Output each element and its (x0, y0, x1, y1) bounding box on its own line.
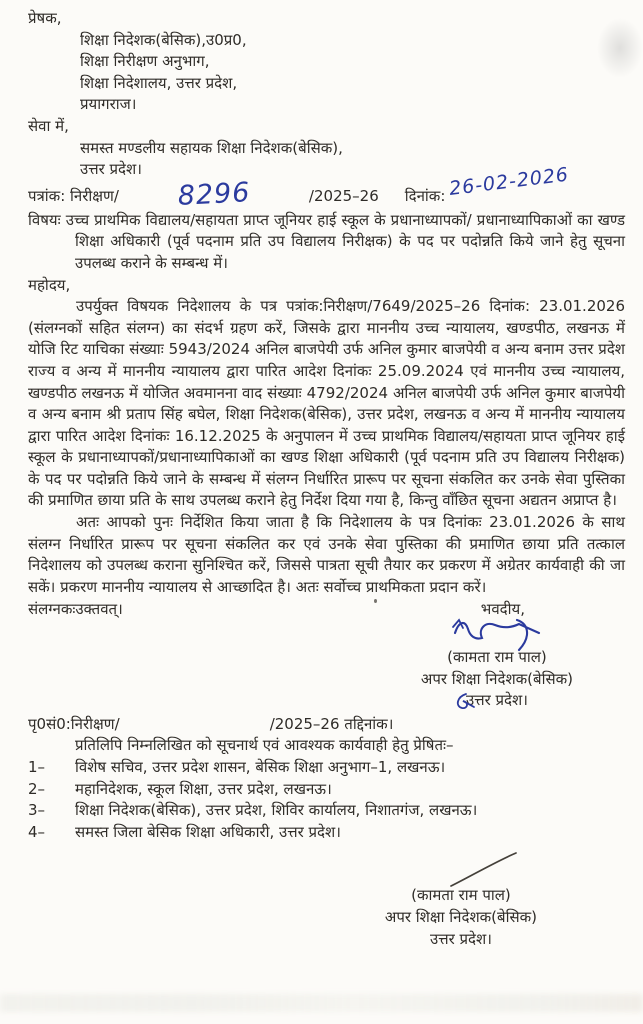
copy-number: 4– (28, 822, 46, 841)
signature-scribble-icon (451, 617, 561, 661)
body-paragraph-1: उपर्युक्त विषयक निदेशालय के पत्र पत्रांक:निरीक्षण/7649/2025–26 दिनांक: 23.01.2026 (संलग्नकों सहित संलग्न) का संदर्भ ग्रहण करें, जिसके द्वारा माननीय उच्च न्यायालय, खण्डपीठ, लखनऊ में योजि रिट याचिका संख्याः 5943/2024 अनिल बाजपेयी उर्फ अनिल कुमार बाजपेयी व अन्य बनाम उत्तर प्रदेश राज्य व अन्य में माननीय न्यायालय द्वारा पारित आदेश दिनांकः 25.09.2024 एवं माननीय उच्च न्यायालय, खण्डपीठ लखनऊ में योजित अवमानना वाद संख्याः 4792/2024 अनिल बाजपेयी उर्फ अनिल कुमार बाजपेयी व अन्य बनाम श्री प्रताप सिंह बघेल, शिक्षा निदेशक(बेसिक), उत्तर प्रदेश, लखनऊ व अन्य में माननीय न्यायालय द्वारा पारित आदेश दिनांकः 16.12.2025 के अनुपालन में उच्च प्राथमिक विद्यालय/सहायता प्राप्त जूनियर हाई स्कूल के प्रधानाध्यापकों/प्रधानाध्यापिकाओं का खण्ड शिक्षा अधिकारी (पूर्व पदनाम प्रति उप विद्यालय निरीक्षक) के पद पर पदोन्नति किये जाने के सम्बन्ध में संलग्न निर्धारित प्रारूप पर सूचना संकलित कर उनके सेवा पुस्तिका की प्रमाणित छाया प्रति के साथ उपलब्ध कराने हेतु निर्देश दिया गया है, किन्तु वाँछित सूचना अद्यतन अप्राप्त है। (28, 297, 625, 510)
copy-item (28, 779, 625, 801)
sender-line: प्रयागराज। (80, 95, 137, 114)
signatory2-place: उत्तर प्रदेश। (430, 929, 492, 948)
copy-number: 2– (28, 779, 46, 798)
copy-text: समस्त जिला बेसिक शिक्षा अधिकारी, उत्तर प्रदेश। (75, 822, 341, 841)
ink-dot (374, 599, 377, 603)
copy-number: 1– (28, 758, 46, 776)
closing-word: भवदीय, (480, 600, 525, 619)
salutation: महोदय, (28, 275, 71, 294)
copy-number: 3– (28, 801, 46, 820)
copy-text: विशेष सचिव, उत्तर प्रदेश शासन, बेसिक शिक्षा अनुभाग–1, लखनऊ। (75, 758, 446, 776)
signatory2-designation: अपर शिक्षा निदेशक(बेसिक) (384, 907, 537, 926)
copy-text: शिक्षा निदेशक(बेसिक), उत्तर प्रदेश, शिविर कार्यालय, निशातगंज, लखनऊ। (75, 801, 478, 820)
subject-text: उच्च प्राथमिक विद्यालय/सहायता प्राप्त जूनियर हाई स्कूल के प्रधानाध्यापकों/ प्रधानाध्यापिकाओं का खण्ड शिक्षा अधिकारी (पूर्व पदनाम प्रति उप विद्यालय निरीक्षक) के पद पर पदोन्नति किये जाने हेतु सूचना उपलब्ध कराने के सम्बन्ध में। (65, 210, 625, 272)
signature-block-2 (385, 851, 537, 950)
copy-item (28, 757, 625, 779)
subject-label: विषयः (28, 210, 61, 229)
body-paragraph-2: अतः आपको पुनः निर्देशित किया जाता है कि निदेशालय के पत्र दिनांकः 23.01.2026 के साथ संलग्न निर्धारित प्रारूप पर सूचना संकलित कर एवं उनके सेवा पुस्तिका की प्रमाणित छाया प्रति तत्काल निदेशालय को उपलब्ध कराना सुनिश्चित करें, जिससे पात्रता सूची तैयार कर प्रकरण में अग्रेतर कार्यवाही की जा सकें। प्रकरण माननीय न्यायालय से आच्छादित है। अतः सर्वोच्च प्राथमिकता प्रदान करें। (28, 513, 625, 596)
copy-intro: प्रतिलिपि निम्नलिखित को सूचनार्थ एवं आवश्यक कार्यवाही हेतु प्रेषितः– (75, 736, 454, 755)
sender-line: शिक्षा निरीक्षण अनुभाग, (80, 52, 210, 71)
signature-block-1 (421, 617, 573, 712)
recipient-line: उत्तर प्रदेश। (80, 160, 142, 179)
copy-list (28, 757, 625, 843)
signatory-place: उत्तर प्रदेश। (466, 690, 528, 712)
handwritten-letter-number: 8296 (176, 176, 252, 212)
sender-line: शिक्षा निदेशालय, उत्तर प्रदेश, (80, 73, 238, 92)
reference-prefix: पत्रांक: निरीक्षण/ (28, 186, 119, 205)
copy-item (28, 800, 625, 822)
recipient-label: सेवा में, (28, 116, 69, 135)
enclosure-note: संलग्नकःउक्तवत्। (28, 600, 123, 619)
sender-line: शिक्षा निदेशक(बेसिक),उ0प्र0, (80, 30, 247, 49)
ink-flick-icon (454, 692, 476, 712)
signature-stroke-icon (449, 851, 519, 889)
subject-block (28, 210, 625, 275)
copy-text: महानिदेशक, स्कूल शिक्षा, उत्तर प्रदेश, लखनऊ। (75, 779, 332, 798)
endorsement-ref-prefix: पृ0सं0:निरीक्षण/ (28, 714, 120, 733)
sender-label: प्रेषक, (28, 9, 62, 27)
reference-year: /2025–26 (308, 186, 379, 205)
copy-item (28, 822, 625, 844)
signatory-name: (कामता राम पाल) (447, 648, 547, 667)
endorsement-line (28, 714, 625, 736)
handwritten-date: 26-02-2026 (448, 163, 571, 200)
endorsement-ref-suffix: /2025–26 तद्दिनांक। (269, 714, 394, 733)
scan-smudge (0, 994, 643, 1012)
signatory2-name: (कामता राम पाल) (411, 886, 511, 905)
date-label: दिनांक: (404, 186, 446, 205)
recipient-line: समस्त मण्डलीय सहायक शिक्षा निदेशक(बेसिक), (80, 138, 343, 157)
signatory-designation: अपर शिक्षा निदेशक(बेसिक) (420, 669, 573, 688)
sender-address (28, 30, 625, 116)
